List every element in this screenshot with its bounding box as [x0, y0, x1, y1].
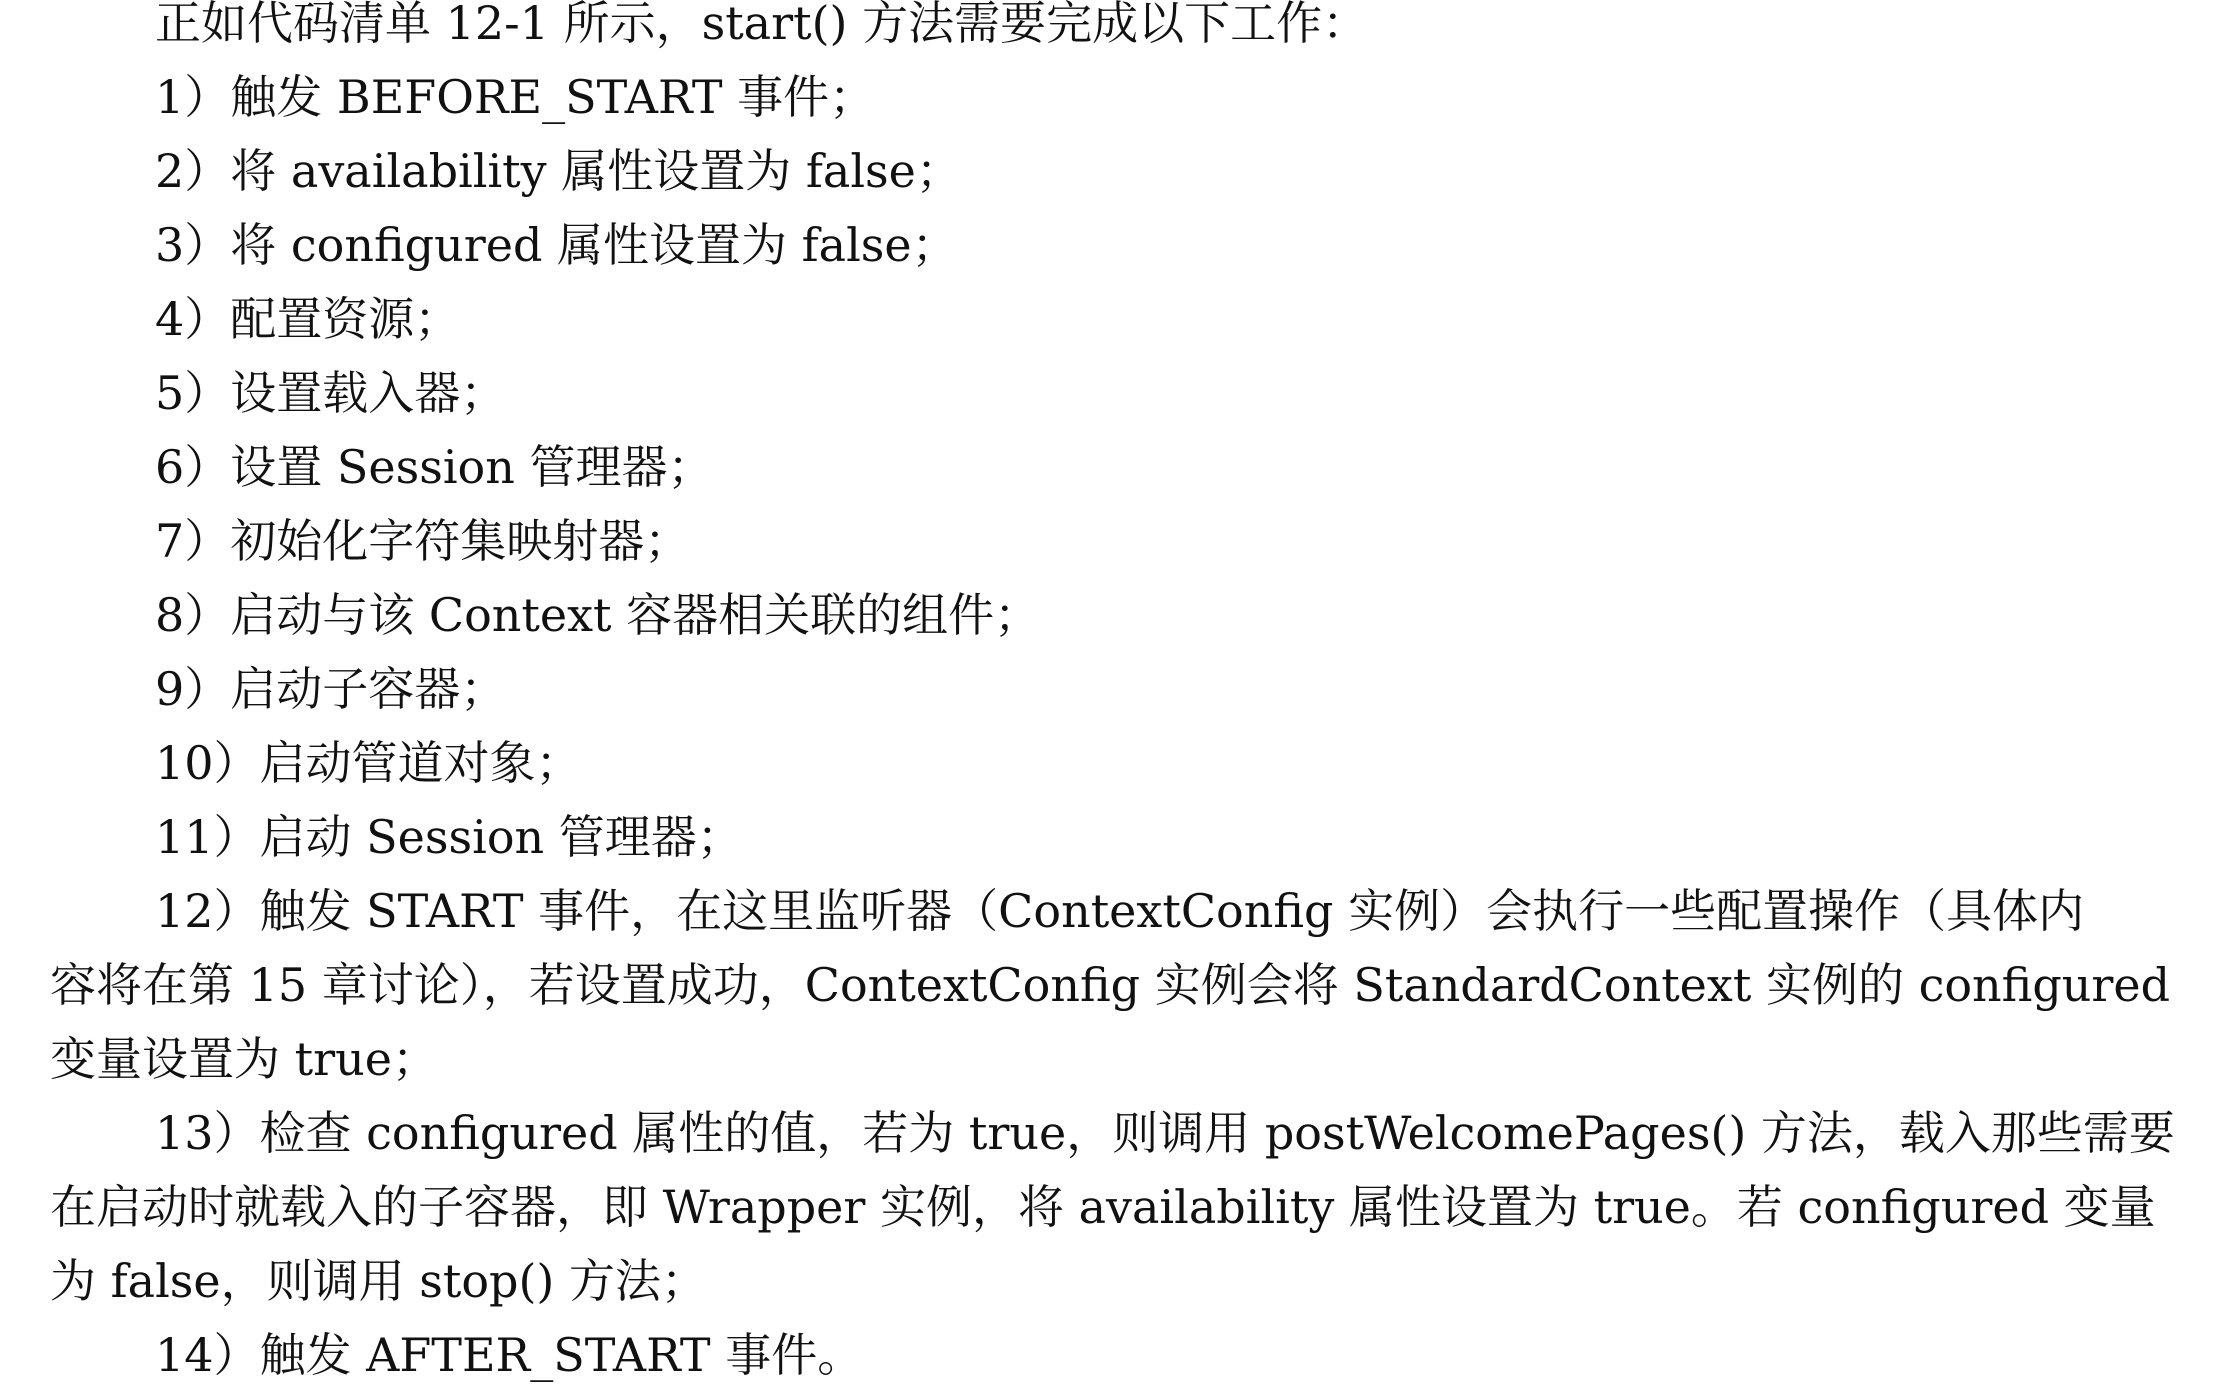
intro-paragraph: 正如代码清单 12-1 所示，start() 方法需要完成以下工作：	[155, 0, 1369, 50]
step-item: 7）初始化字符集映射器；	[155, 514, 691, 568]
step-13-line-1	[155, 1096, 2180, 1170]
step-item: 6）设置 Session 管理器；	[155, 440, 714, 494]
step-12-line-1	[155, 874, 2180, 948]
step-12-line-1-text: 12）触发 START 事件，在这里监听器（ContextConfig 实例）会执行一些配置操作（具体内	[155, 884, 2085, 938]
step-13-line-3: 为 false，则调用 stop() 方法；	[50, 1254, 707, 1308]
step-12-line-2-text: 容将在第 15 章讨论），若设置成功，ContextConfig 实例会将 StandardContext 实例的 configured	[50, 958, 2171, 1012]
step-12-line-2	[50, 948, 2180, 1022]
step-13-line-2-text: 在启动时就载入的子容器，即 Wrapper 实例，将 availability 属性设置为 true。若 configured 变量	[50, 1180, 2156, 1234]
step-item: 3）将 configured 属性设置为 false；	[155, 218, 958, 272]
step-13-line-1-text: 13）检查 configured 属性的值，若为 true，则调用 postWelcomePages() 方法，载入那些需要	[155, 1106, 2175, 1160]
step-12-line-3: 变量设置为 true；	[50, 1032, 438, 1086]
step-13-line-2	[50, 1170, 2180, 1244]
step-item: 2）将 availability 属性设置为 false；	[155, 144, 962, 198]
step-item: 8）启动与该 Context 容器相关联的组件；	[155, 588, 1041, 642]
step-item: 4）配置资源；	[155, 292, 461, 346]
step-item: 1）触发 BEFORE_START 事件；	[155, 70, 876, 124]
step-item: 5）设置载入器；	[155, 366, 507, 420]
step-item: 9）启动子容器；	[155, 662, 507, 716]
step-item: 10）启动管道对象；	[155, 736, 582, 790]
step-14: 14）触发 AFTER_START 事件。	[155, 1328, 864, 1382]
step-item: 11）启动 Session 管理器；	[155, 810, 743, 864]
